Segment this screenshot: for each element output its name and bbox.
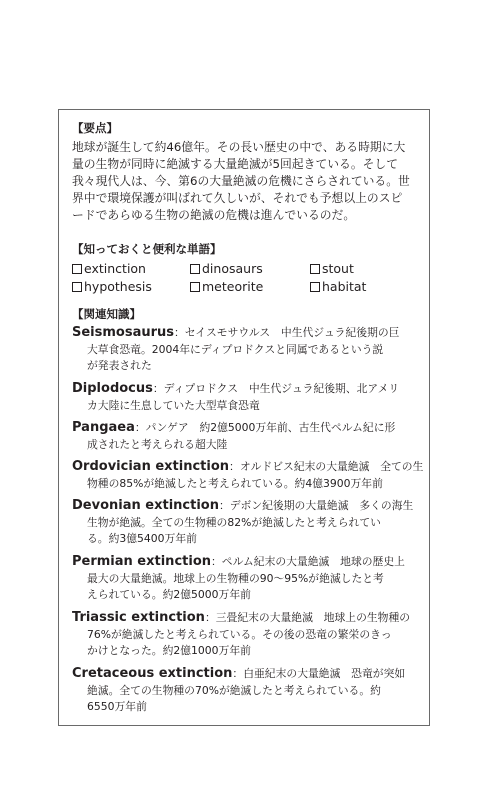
entry-continuation: 物種の85%が絶滅したと考えられている。約4億3900万年前 bbox=[87, 476, 383, 490]
checkbox-icon bbox=[72, 282, 82, 292]
vocab-word: habitat bbox=[322, 279, 367, 294]
vocab-item bbox=[310, 261, 354, 277]
related-entry bbox=[72, 381, 420, 414]
vocab-word: stout bbox=[322, 261, 354, 276]
vocab-item bbox=[310, 279, 366, 295]
related-entry bbox=[72, 459, 424, 492]
entry-first-line bbox=[72, 554, 420, 571]
entry-continuation: 最大の大量絶滅。地球上の生物種の90～95%が絶滅したと考 bbox=[87, 571, 384, 585]
vocab-item bbox=[190, 279, 263, 295]
entry-term: Triassic extinction bbox=[72, 610, 205, 625]
entry-continuation: 生物が絶滅。全ての生物種の82%が絶滅したと考えられてい bbox=[87, 515, 381, 529]
summary-line: 界中で環境保護が叫ばれて久しいが、それでも予想以上のスピ bbox=[72, 191, 403, 205]
entry-continuation: カ大陸に生息していた大型草食恐竜 bbox=[87, 398, 260, 412]
vocabulary-heading: 【知っておくと便利な単語】 bbox=[72, 242, 222, 256]
entry-term: Devonian extinction bbox=[72, 498, 219, 513]
summary-line: 地球が誕生して約46億年。その長い歴史の中で、ある時期に大 bbox=[72, 140, 406, 154]
entry-first-line bbox=[72, 381, 420, 398]
entry-term: Pangaea bbox=[72, 420, 135, 435]
entry-continuation: が発表された bbox=[87, 359, 152, 372]
entry-continuation: 76%が絶滅したと考えられている。その後の恐竜の繁栄のきっ bbox=[87, 627, 392, 641]
entry-first-line bbox=[72, 325, 420, 342]
related-entry bbox=[72, 498, 420, 548]
summary-line: 我々現代人は、今、第6の大量絶滅の危機にさらされている。世 bbox=[72, 174, 410, 188]
entry-term: Ordovician extinction bbox=[72, 459, 230, 474]
checkbox-icon bbox=[72, 264, 82, 274]
vocab-item bbox=[72, 279, 152, 295]
summary-line: ードであらゆる生物の絶滅の危機は進んでいるのだ。 bbox=[72, 208, 356, 222]
checkbox-icon bbox=[190, 282, 200, 292]
checkbox-icon bbox=[310, 282, 320, 292]
vocab-item bbox=[190, 261, 263, 277]
entry-continuation: かけとなった。約2億1000万年前 bbox=[87, 644, 251, 657]
entry-continuation: る。約3億5400万年前 bbox=[87, 532, 197, 545]
related-entry bbox=[72, 420, 420, 453]
entry-definition: ：三畳紀末の大量絶滅 地球上の生物種の bbox=[204, 611, 411, 624]
entry-continuation: 6550万年前 bbox=[87, 700, 147, 713]
vocab-word: extinction bbox=[84, 261, 146, 276]
entry-first-line bbox=[72, 666, 420, 683]
vocab-word: hypothesis bbox=[84, 279, 152, 294]
vocab-word: meteorite bbox=[202, 279, 264, 294]
summary-heading: 【要点】 bbox=[72, 121, 118, 135]
entry-first-line bbox=[72, 610, 420, 627]
entry-term: Permian extinction bbox=[72, 554, 212, 569]
entry-first-line bbox=[72, 420, 420, 437]
entry-term: Diplodocus bbox=[72, 381, 153, 396]
related-heading: 【関連知識】 bbox=[72, 307, 141, 321]
related-entry bbox=[72, 610, 420, 660]
entry-definition: ：白亜紀末の大量絶滅 恐竜が突如 bbox=[232, 667, 406, 680]
entry-first-line bbox=[72, 498, 420, 515]
summary-line: 量の生物が同時に絶滅する大量絶滅が5回起きている。そして bbox=[72, 157, 399, 171]
entry-continuation: 大草食恐竜。2004年にディプロドクスと同属であるという説 bbox=[87, 342, 384, 356]
entry-continuation: えられている。約2億5000万年前 bbox=[87, 588, 251, 601]
related-entry bbox=[72, 325, 420, 375]
entry-continuation: 成されたと考えられる超大陸 bbox=[87, 437, 228, 451]
entry-term: Cretaceous extinction bbox=[72, 666, 233, 681]
entry-definition: ：ディプロドクス 中生代ジュラ紀後期、北アメリ bbox=[152, 382, 400, 395]
vocab-word: dinosaurs bbox=[202, 261, 263, 276]
entry-term: Seismosaurus bbox=[72, 325, 175, 340]
related-entry bbox=[72, 554, 420, 604]
entry-definition: ：デボン紀後期の大量絶滅 多くの海生 bbox=[218, 499, 414, 512]
entry-definition: ：オルドビス紀末の大量絶滅 全ての生 bbox=[229, 460, 424, 473]
entry-continuation: 絶滅。全ての生物種の70%が絶滅したと考えられている。約 bbox=[87, 683, 381, 697]
entry-definition: ：セイスモサウルス 中生代ジュラ紀後期の巨 bbox=[174, 326, 400, 339]
vocab-item bbox=[72, 261, 146, 277]
checkbox-icon bbox=[310, 264, 320, 274]
entry-definition: ：パンゲア 約2億5000万年前、古生代ペルム紀に形 bbox=[134, 421, 396, 434]
entry-first-line bbox=[72, 459, 424, 476]
entry-definition: ：ペルム紀末の大量絶滅 地球の歴史上 bbox=[211, 555, 405, 568]
checkbox-icon bbox=[190, 264, 200, 274]
related-entry bbox=[72, 666, 420, 716]
